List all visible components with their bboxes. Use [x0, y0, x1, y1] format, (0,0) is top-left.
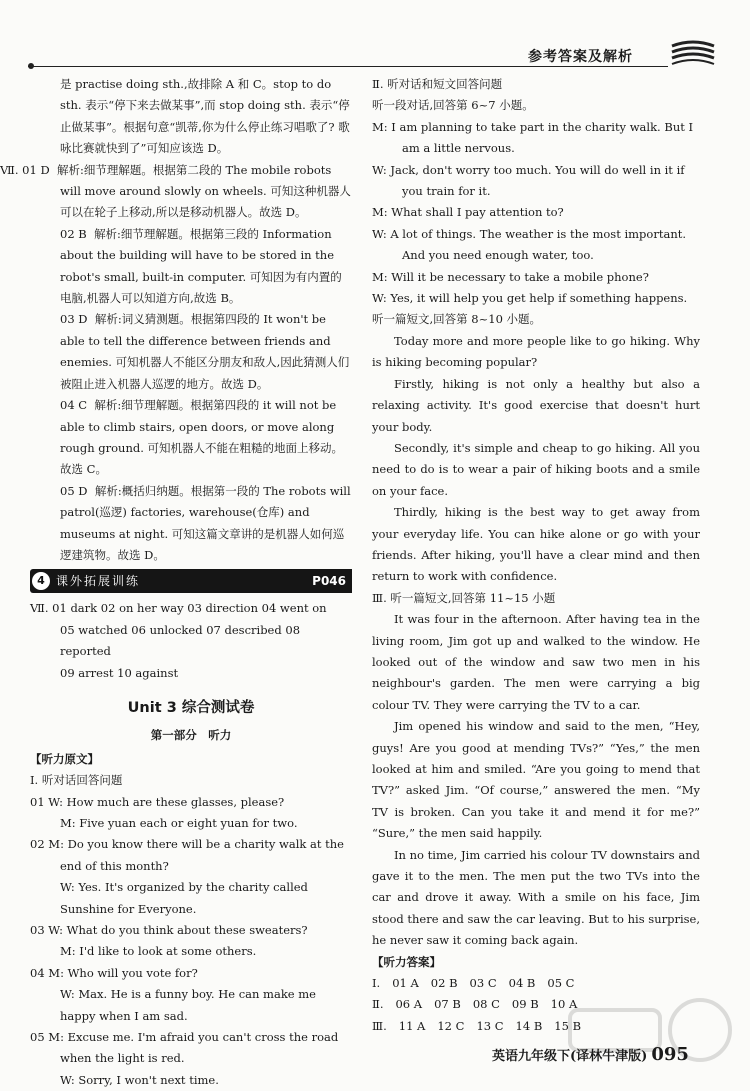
dialog-04: 04 M: Who will you vote for? W: Max. He is a funny boy. He can make me happy when I am sad. — [30, 965, 316, 1023]
footer-book-label: 英语九年级下(译林牛津版) — [492, 1049, 648, 1064]
passage-2-paragraph: It was four in the afternoon. After having tea in the living room, Jim got up and walked to the window. He looked out of the window and saw two men in his neighbour's garden. The men were carrying a big colour TV. They were carrying the TV to a car. — [372, 612, 700, 712]
section-1-title: Ⅰ. 听对话回答问题 — [30, 773, 123, 788]
section-2-intro: 听一段对话,回答第 6~7 小题。 — [372, 98, 534, 113]
extension-answers-line-2: 05 watched 06 unlocked 07 described 08 reported — [60, 622, 301, 659]
listening-script-label: 【听力原文】 — [30, 751, 99, 766]
answer-row-2: Ⅱ. 06 A 07 B 08 C 09 B 10 A — [372, 997, 578, 1012]
dialog2-line: M: I am planning to take part in the charity walk. But I am a little nervous. — [372, 119, 694, 156]
section-number-badge: 4 — [32, 572, 50, 590]
dialog-01: 01 W: How much are these glasses, please? M: Five yuan each or eight yuan for two. — [30, 794, 298, 830]
section-banner — [30, 569, 352, 593]
q7-answer-4: 04 C 解析:细节理解题。根据第四段的 it will not be able to climb stairs, open doors, or move along rough ground. 可知机器人不能在粗糙的地面上移动。故选 C。 — [60, 398, 344, 477]
section-2-title: Ⅱ. 听对话和短文回答问题 — [372, 77, 503, 91]
q7-answer-1: Ⅶ. 01 D 解析:细节理解题。根据第二段的 The mobile robots will move around slowly on wheels. 可知这种机器人可以在轮子上移动,所以是移动机器人。故选 D。 — [0, 162, 351, 220]
dialog2-line: W: Jack, don't worry too much. You will do well in it if you train for it. — [372, 162, 685, 199]
answer-row-1: Ⅰ. 01 A 02 B 03 C 04 B 05 C — [372, 976, 575, 991]
passage-2-paragraph: In no time, Jim carried his colour TV downstairs and gave it to the men. The men put the two TVs into the car and drove it away. With a smile on his face, Jim stood there and saw the car leaving. But to his surprise, he never saw it coming back again. — [372, 847, 700, 948]
continued-paragraph: 是 practise doing sth.,故排除 A 和 C。stop to do sth. 表示“停下来去做某事”,而 stop doing sth. 表示“停止做某事”。根据句意“凯蒂,你为什么停止练习唱歌了? 歌咏比赛就快到了”可知应该选 D。 — [60, 77, 350, 156]
dialog-03: 03 W: What do you think about these sweaters? M: I'd like to look at some others. — [30, 923, 308, 959]
right-column — [372, 74, 700, 1037]
page-number: 095 — [651, 1044, 689, 1065]
passage-2-paragraph: Jim opened his window and said to the men, “Hey, guys! Are you good at mending TVs?” “Yes,” the men looked at him and smiled. “Are you going to mend that TV?” asked Jim. “Of course,” answered the men. “My TV is broken. Can you take it and mend it for me?” “Sure,” the men said happily. — [372, 719, 700, 841]
header-title: 参考答案及解析 — [528, 49, 633, 65]
listening-answers-label: 【听力答案】 — [372, 954, 441, 969]
dialog2-line: M: Will it be necessary to take a mobile phone? — [372, 269, 649, 284]
extension-answers-line-3: 09 arrest 10 against — [60, 665, 179, 680]
dialog-05: 05 M: Excuse me. I'm afraid you can't cross the road when the light is red. W: Sorry, I won't next time. — [30, 1030, 339, 1087]
unit-title: Unit 3 综合测试卷 — [127, 699, 255, 716]
book-stack-icon — [668, 38, 718, 72]
passage-1-intro: 听一篇短文,回答第 8~10 小题。 — [372, 312, 542, 327]
dialog2-line: M: What shall I pay attention to? — [372, 205, 564, 220]
section-banner-title: 课外拓展训练 — [56, 574, 141, 589]
passage-1-paragraph: Firstly, hiking is not only a healthy but also a relaxing activity. It's good exercise that doesn't hurt your body. — [372, 376, 700, 434]
dialog-02: 02 M: Do you know there will be a charity walk at the end of this month? W: Yes. It's organized by the charity called Sunshine for Everyone. — [30, 837, 344, 916]
q7-answer-3: 03 D 解析:词义猜测题。根据第四段的 It won't be able to tell the difference between friends and enemies. 可知机器人不能区分朋友和敌人,因此猜测人们被阻止进入机器人巡逻的地方。故选 D。 — [60, 312, 350, 391]
passage-1-paragraph: Today more and more people like to go hiking. Why is hiking becoming popular? — [372, 333, 700, 370]
answer-row-3: Ⅲ. 11 A 12 C 13 C 14 B 15 B — [372, 1018, 582, 1033]
section-page-code: P046 — [312, 574, 346, 589]
section-3-title: Ⅲ. 听一篇短文,回答第 11~15 小题 — [372, 590, 556, 605]
q7-answer-2: 02 B 解析:细节理解题。根据第三段的 Information about the building will have to be stored in the robot's small, built-in computer. 可知因为有内置的电脑,机器人可以知道方向,故选 B。 — [60, 226, 342, 306]
dialog2-line: W: Yes, it will help you get help if something happens. — [372, 291, 688, 306]
part-title: 第一部分 听力 — [150, 728, 232, 743]
left-column — [0, 74, 352, 1091]
q7-answer-5: 05 D 解析:概括归纳题。根据第一段的 The robots will patrol(巡逻) factories, warehouse(仓库) and museums at night. 可知这篇文章讲的是机器人如何巡逻建筑物。故选 D。 — [60, 483, 351, 562]
header-rule — [28, 66, 668, 67]
page-footer — [492, 1044, 689, 1065]
passage-1-paragraph: Secondly, it's simple and cheap to go hiking. All you need to do is to wear a pair of hiking boots and a smile on your face. — [372, 440, 700, 498]
passage-1-paragraph: Thirdly, hiking is the best way to get away from your everyday life. You can hike alone or go with your friends. After hiking, you'll have a clear mind and then return to work with confidence. — [372, 505, 700, 584]
dialog2-line: W: A lot of things. The weather is the most important. And you need enough water, too. — [372, 226, 686, 263]
extension-answers-line-1: Ⅶ. 01 dark 02 on her way 03 direction 04 went on — [30, 601, 327, 616]
